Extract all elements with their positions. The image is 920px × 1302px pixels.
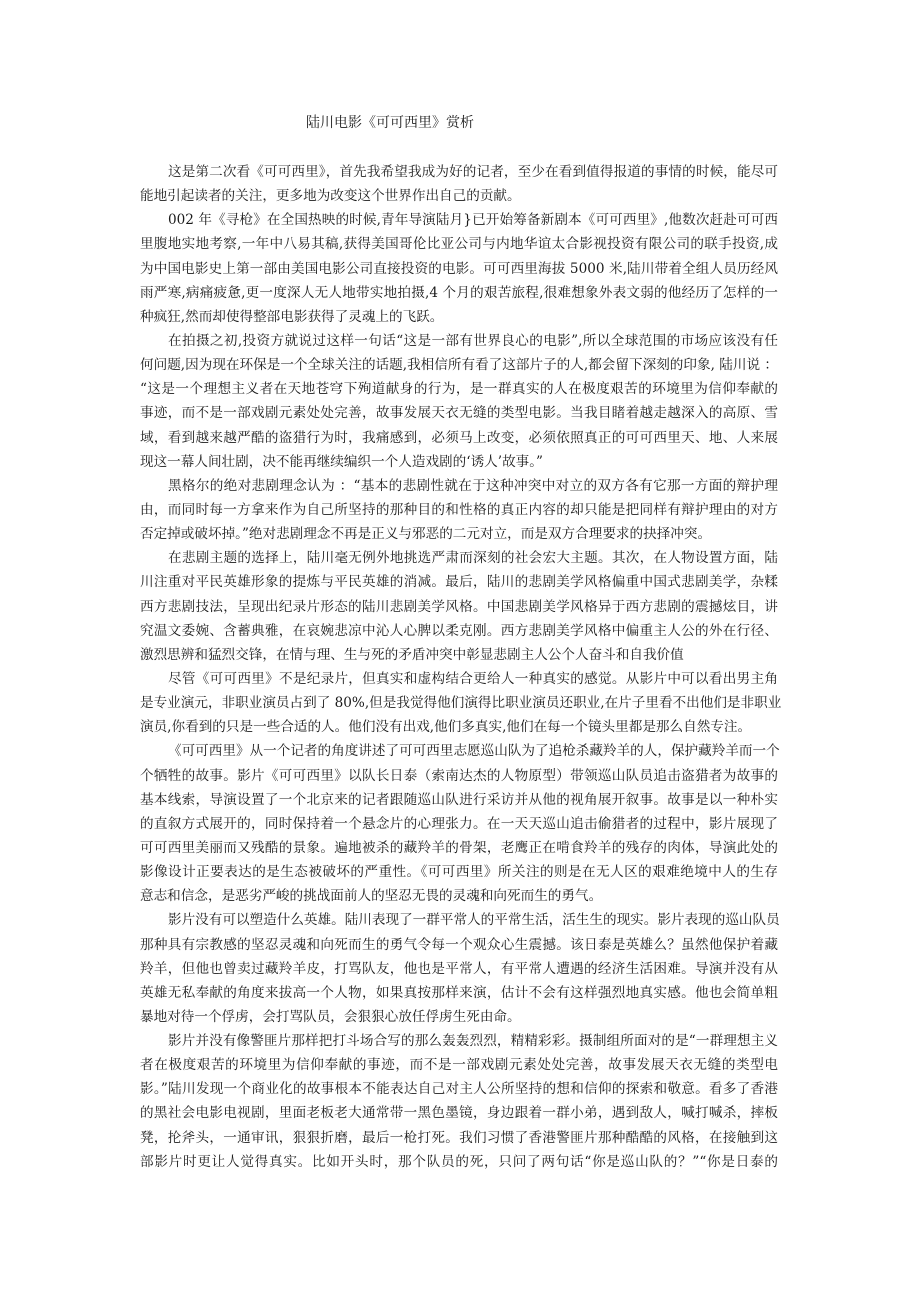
paragraph-line: 影。”陆川发现一个商业化的故事根本不能表达自己对主人公所坚持的想和信仰的探索和敬意。看多了香港 bbox=[140, 1081, 778, 1098]
paragraph-line: 种疯狂,然而却使得整部电影获得了灵魂上的飞跃。 bbox=[140, 308, 444, 325]
paragraph-line: 影像设计正要表达的是生态被破坏的严重性。《可可西里》所关注的则是在无人区的艰难绝境中人的生存 bbox=[140, 864, 778, 881]
paragraph-line: 意志和信念，是恶劣严峻的挑战面前人的坚忍无畏的灵魂和向死而生的勇气。 bbox=[140, 888, 603, 905]
paragraph-line: 《可可西里》从一个记者的角度讲述了可可西里志愿巡山队为了追枪杀藏羚羊的人，保护藏羚羊而一个 bbox=[168, 743, 780, 760]
paragraph-line: 演员,你看到的只是一些合适的人。他们没有出戏,他们多真实,他们在每一个镜头里都是那么自然专注。 bbox=[140, 719, 752, 736]
paragraph-line: 羚羊，但他也曾卖过藏羚羊皮，打骂队友，他也是平常人，有平常人遭遇的经济生活困难。导演并没有从 bbox=[140, 960, 778, 977]
paragraph-line: 002 年《寻枪》在全国热映的时候,青年导演陆月}已开始筹备新剧本《可可西里》,他数次赶赴可可西 bbox=[168, 212, 778, 229]
paragraph-line: 在拍摄之初,投资方就说过这样一句话“这是一部有世界良心的电影”,所以全球范围的市场应该没有任 bbox=[168, 332, 778, 349]
paragraph-line: 凳，抡斧头，一通审讯，狠狠折磨，最后一枪打死。我们习惯了香港警匪片那种酷酷的风格，在接触到这 bbox=[140, 1129, 778, 1146]
paragraph bbox=[140, 1029, 778, 1174]
paragraph-line: 雨严寒,病痛疲惫,更一度深人无人地带实地拍摄,4 个月的艰苦旅程,很难想象外表文弱的他经历了怎样的一 bbox=[140, 284, 778, 301]
paragraph-line: 何问题,因为现在环保是一个全球关注的话题,我相信所有看了这部片子的人,都会留下深刻的印象, 陆川说 ： bbox=[140, 357, 778, 374]
paragraph-line: 部影片时更让人觉得真实。比如开头时，那个队员的死，只问了两句话“你是巡山队的？”“你是日泰的 bbox=[140, 1153, 778, 1170]
paragraph-line: 影片并没有像警匪片那样把打斗场合写的那么轰轰烈烈，精精彩彩。摄制组所面对的是“一群理想主义 bbox=[168, 1033, 778, 1050]
paragraph-line: “这是一个理想主义者在天地苍穹下殉道献身的行为，是一群真实的人在极度艰苦的环境里为信仰奉献的 bbox=[140, 381, 778, 398]
paragraph bbox=[140, 329, 778, 474]
paragraph-line: 这是第二次看《可可西里》，首先我希望我成为好的记者，至少在看到值得报道的事情的时候，能尽可 bbox=[168, 164, 778, 180]
paragraph-line: 那种具有宗教感的坚忍灵魂和向死而生的勇气令每一个观众心生震撼。该日泰是英雄么？虽然他保护着藏 bbox=[140, 936, 778, 953]
paragraph-line: 否定掉或破坏掉。”绝对悲剧理念不再是正义与邪恶的二元对立，而是双方合理要求的抉择冲突。 bbox=[140, 526, 712, 543]
paragraph bbox=[140, 908, 778, 1029]
paragraph-line: 基本线索，导演设置了一个北京来的记者跟随巡山队进行采访并从他的视角展开叙事。故事是以一种朴实 bbox=[140, 791, 778, 808]
paragraph-line: 的黑社会电影电视剧，里面老板老大通常带一黑色墨镜，身边跟着一群小弟，遇到敌人，喊打喊杀，摔板 bbox=[140, 1105, 778, 1122]
paragraph-line: 究温文委婉、含蓄典雅，在哀婉悲凉中沁人心脾以柔克刚。西方悲剧美学风格中偏重主人公的外在行径、 bbox=[140, 622, 778, 639]
paragraph-line: 由，而同时每一方拿来作为自己所坚持的那种目的和性格的真正内容的却只能是把同样有辩护理由的对方 bbox=[140, 501, 778, 518]
paragraph-line: 在悲剧主题的选择上，陆川毫无例外地挑选严肃而深刻的社会宏大主题。其次，在人物设置方面，陆 bbox=[168, 550, 778, 567]
paragraph bbox=[140, 667, 782, 739]
paragraph-line: 激烈思辨和猛烈交锋，在情与理、生与死的矛盾冲突中彰显悲剧主人公个人奋斗和自我价值 bbox=[140, 646, 684, 663]
paragraph bbox=[140, 208, 778, 329]
paragraph-line: 为中国电影史上第一部由美国电影公司直接投资的电影。可可西里海拔 5000 米,陆川带着全组人员历经风 bbox=[140, 260, 778, 277]
paragraph-line: 者在极度艰苦的环境里为信仰奉献的事迹，而不是一部戏剧元素处处完善，故事发展天衣无缝的类型电 bbox=[140, 1057, 778, 1074]
paragraph-line: 域，看到越来越严酷的盗猎行为时，我痛感到，必须马上改变，必须依照真正的可可西里天、地、人来展 bbox=[140, 429, 778, 446]
paragraph-line: 现这一幕人间壮剧，决不能再继续编织一个人造戏剧的‘诱人’故事。” bbox=[140, 453, 544, 470]
paragraph-line: 影片没有可以塑造什么英雄。陆川表现了一群平常人的平常生活，活生生的现实。影片表现的巡山队员 bbox=[168, 912, 780, 929]
paragraph-line: 尽管《可可西里》不是纪录片，但真实和虚构结合更给人一种真实的感觉。从影片中可以看出男主角 bbox=[168, 670, 778, 687]
paragraph-line: 英雄无私奉献的角度来拔高一个人物，如果真按那样来演，估计不会有这样强烈地真实感。他也会简单粗 bbox=[140, 984, 778, 1001]
document-title: 陆川电影《可可西里》赏析 bbox=[306, 115, 474, 131]
paragraph-line: 的直叙方式展开的，同时保持着一个悬念片的心理张力。在一天天巡山追击偷猎者的过程中，影片展现了 bbox=[140, 815, 778, 832]
paragraph bbox=[140, 474, 778, 546]
paragraph-line: 是专业演元，非职业演员占到了 80%,但是我觉得他们演得比职业演员还职业,在片子里看不出他们是非职业 bbox=[140, 695, 782, 712]
paragraph bbox=[140, 546, 778, 667]
paragraph-line: 川注重对平民英雄形象的提炼与平民英雄的消减。最后，陆川的悲剧美学风格偏重中国式悲剧美学，杂糅 bbox=[140, 574, 778, 591]
paragraph-line: 个牺牲的故事。影片《可可西里》以队长日泰（索南达杰的人物原型）带领巡山队员追击盗猎者为故事的 bbox=[140, 767, 778, 784]
paragraph-line: 事迹，而不是一部戏剧元素处处完善，故事发展天衣无缝的类型电影。当我目睹着越走越深入的高原、雪 bbox=[140, 405, 778, 422]
paragraph-line: 西方悲剧技法，呈现出纪录片形态的陆川悲剧美学风格。中国悲剧美学风格异于西方悲剧的震撼炫目，讲 bbox=[140, 598, 778, 615]
paragraph-line: 黑格尔的绝对悲剧理念认为 ：“基本的悲剧性就在于这种冲突中对立的双方各有它那一方面的辩护理 bbox=[168, 477, 778, 494]
paragraph-line: 可可西里美丽而又残酷的景象。遍地被杀的藏羚羊的骨架，老鹰正在啃食羚羊的残存的肉体，导演此处的 bbox=[140, 839, 778, 856]
paragraph bbox=[140, 160, 778, 208]
paragraph-line: 里腹地实地考察,一年中八易其稿,获得美国哥伦比亚公司与内地华谊太合影视投资有限公司的联手投资,成 bbox=[140, 236, 778, 253]
paragraph bbox=[140, 739, 778, 908]
paragraph-line: 能地引起读者的关注，更多地为改变这个世界作出自己的贡献。 bbox=[140, 188, 521, 205]
document-body bbox=[140, 160, 782, 1174]
paragraph-line: 暴地对待一个俘虏，会打骂队员，会狠狠心放任俘虏生死由命。 bbox=[140, 1008, 521, 1025]
